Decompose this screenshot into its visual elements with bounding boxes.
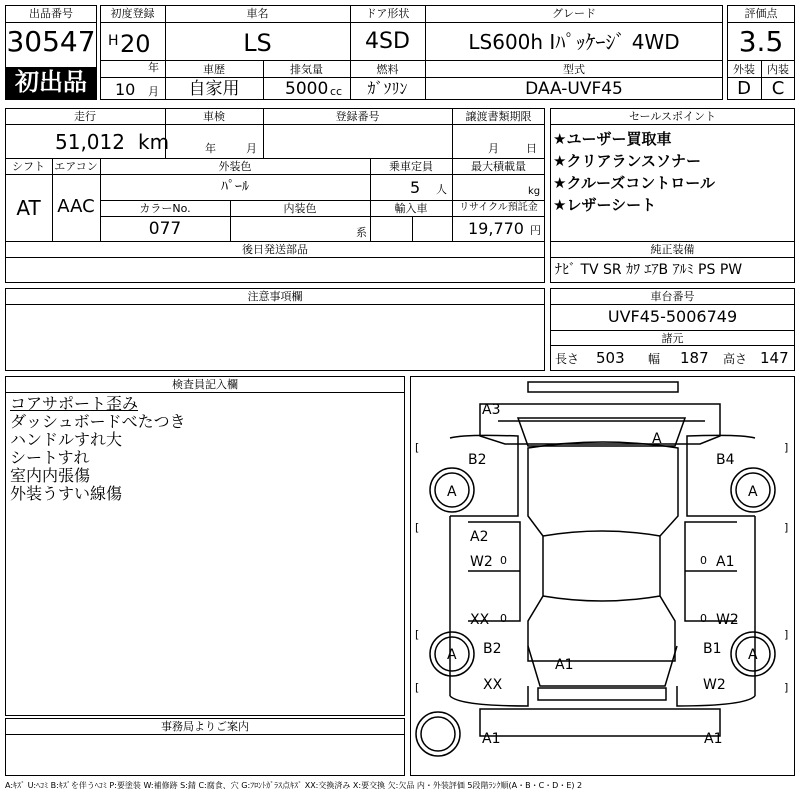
svg-text:]: ]	[784, 521, 789, 534]
width-label: 幅	[648, 352, 661, 366]
mark-a1-bottom-left: A1	[482, 731, 501, 747]
mark-a2-door: A2	[470, 529, 489, 545]
mark-xx-rear: XX	[483, 677, 503, 693]
sales-point-2: ★クリアランスソナー	[553, 152, 701, 170]
mark-a1-right: A1	[716, 554, 735, 570]
inspector-line-4: シートすれ	[10, 448, 90, 467]
svg-text:[: [	[415, 521, 420, 534]
inspector-line-6: 外装うすい線傷	[10, 484, 123, 503]
mark-wheel-rr: A	[748, 647, 758, 663]
load-label: 最大積載量	[471, 160, 526, 173]
mark-zero-r2: 0	[700, 612, 707, 625]
chassis-label: 車台番号	[650, 290, 695, 303]
equipment: ﾅﾋﾞ TV SR ｶﾜ ｴｱB ｱﾙﾐ PS PW	[555, 262, 743, 278]
intcolor-label: 内装色	[283, 202, 317, 215]
sales-point-4: ★レザーシート	[553, 196, 657, 214]
mark-zero-l1: 0	[500, 554, 507, 567]
mark-a1-trunk: A1	[555, 657, 574, 673]
mark-b2-left: B2	[468, 452, 487, 468]
mark-b2-rear: B2	[483, 641, 502, 657]
mark-xx-left: XX	[470, 612, 490, 628]
displacement: 5000	[285, 79, 329, 99]
mark-b4-right: B4	[716, 452, 735, 468]
transfer-month: 月	[488, 142, 499, 155]
first-reg-label: 初度登録	[110, 7, 155, 20]
sales-points-label: セールスポイント	[628, 110, 716, 123]
recycle-unit: 円	[530, 224, 541, 237]
height-label: 高さ	[723, 352, 748, 366]
svg-text:[: [	[415, 628, 420, 641]
shift: AT	[16, 196, 41, 220]
history-label: 車歴	[203, 63, 225, 76]
dims-label: 諸元	[661, 332, 684, 345]
ac: AAC	[57, 196, 95, 217]
length: 503	[596, 349, 625, 367]
colorno: 077	[148, 219, 182, 239]
mark-a3: A3	[482, 402, 501, 418]
car-name-label: 車名	[246, 7, 269, 20]
intcolor-unit: 系	[356, 226, 367, 239]
mark-zero-l2: 0	[500, 612, 507, 625]
month-unit: 月	[148, 85, 159, 98]
svg-text:]: ]	[784, 628, 789, 641]
inspector-line-2: ダッシュボードべたつき	[10, 412, 186, 431]
inspector-line-1: コアサポート歪み	[10, 394, 139, 413]
mileage: 51,012	[55, 130, 125, 154]
inspector-line-3: ハンドルすれ大	[10, 430, 123, 449]
inspector-label: 検査員記入欄	[172, 378, 238, 391]
later-parts-label: 後日発送部品	[242, 243, 308, 256]
chassis-number: UVF45-5006749	[607, 307, 738, 326]
score-label: 評価点	[744, 7, 778, 20]
mark-w2-right: W2	[716, 612, 739, 628]
mark-windshield: A	[652, 431, 662, 447]
notes-label: 注意事項欄	[247, 290, 303, 303]
mileage-label: 走行	[74, 110, 96, 123]
interior-label: 内装	[767, 63, 789, 76]
length-label: 長さ	[555, 352, 580, 366]
sales-point-1: ★ユーザー買取車	[553, 130, 672, 148]
mark-b1-rear: B1	[703, 641, 722, 657]
legend: A:ｷｽﾞ U:ﾍｺﾐ B:ｷｽﾞを伴うﾍｺﾐ P:要塗装 W:補修跡 S:錆 C:腐食、穴 G:ﾌﾛﾝﾄｶﾞﾗｽ点ｷｽﾞ XX:交換済み X:要交換 欠:欠品 内・外装評価 5段階ﾗﾝｸ順(A・B・C・D・E) 2	[5, 781, 583, 790]
mark-a1-bottom-right: A1	[704, 731, 723, 747]
mark-wheel-fr: A	[748, 484, 758, 500]
recycle: 19,770	[468, 219, 524, 238]
transfer-day: 日	[526, 142, 537, 155]
svg-text:]: ]	[784, 441, 789, 454]
exterior-grade: D	[737, 78, 751, 99]
score: 3.5	[738, 25, 784, 58]
color-label: 外装色	[218, 160, 252, 173]
mileage-unit: km	[138, 130, 170, 154]
svg-text:[: [	[415, 681, 420, 694]
model-label: 型式	[563, 63, 585, 76]
import-label: 輸入車	[394, 202, 428, 215]
displacement-label: 排気量	[290, 63, 323, 76]
colorno-label: カラーNo.	[139, 202, 191, 215]
height: 147	[760, 349, 789, 367]
car-name: LS	[243, 29, 272, 57]
load-unit: kg	[528, 186, 541, 197]
grade: LS600h Iﾊﾟｯｹｰｼﾞ 4WD	[468, 30, 680, 54]
inspector-line-5: 室内内張傷	[10, 466, 91, 485]
mark-w2-left: W2	[470, 554, 493, 570]
door-label: ドア形状	[365, 7, 410, 20]
sales-point-3: ★クルーズコントロール	[553, 174, 715, 192]
inspection-label: 車検	[203, 110, 225, 123]
lot-number-label: 出品番号	[29, 7, 73, 20]
width: 187	[680, 349, 709, 367]
interior-grade: C	[771, 78, 785, 99]
svg-text:]: ]	[784, 681, 789, 694]
car-damage-diagram	[410, 376, 795, 776]
door-type: 4SD	[365, 29, 410, 54]
svg-text:[: [	[415, 441, 420, 454]
mark-wheel-rl: A	[447, 647, 457, 663]
mark-zero-r1: 0	[700, 554, 707, 567]
model: DAA-UVF45	[525, 79, 623, 99]
capacity: 5	[410, 178, 421, 197]
grade-label: グレード	[552, 7, 596, 20]
capacity-label: 乗車定員	[389, 160, 433, 173]
year-unit: 年	[148, 61, 159, 74]
inspection-month-unit: 月	[246, 142, 257, 155]
mark-wheel-fl: A	[447, 484, 457, 500]
first-reg-month: 10	[115, 80, 136, 99]
inspection-year-unit: 年	[205, 142, 216, 155]
exterior-label: 外装	[733, 63, 755, 76]
capacity-unit: 人	[436, 183, 447, 196]
mark-w2-rear: W2	[703, 677, 726, 693]
lot-number: 30547	[6, 25, 96, 58]
transfer-label: 譲渡書類期限	[465, 110, 532, 123]
era: H	[108, 33, 119, 49]
history: 自家用	[188, 79, 240, 99]
office-label: 事務局よりご案内	[161, 720, 249, 733]
color: ﾊﾟｰﾙ	[221, 179, 249, 195]
fuel-label: 燃料	[376, 63, 399, 76]
shift-label: シフト	[12, 160, 45, 173]
first-reg-year: 20	[120, 30, 151, 58]
first-listing-text: 初出品	[15, 68, 87, 96]
displacement-unit: cc	[330, 85, 343, 98]
equipment-label: 純正装備	[650, 243, 695, 256]
recycle-label: リサイクル預託金	[459, 202, 538, 213]
fuel: ｶﾞｿﾘﾝ	[367, 79, 408, 98]
regno-label: 登録番号	[335, 110, 380, 123]
ac-label: エアコン	[54, 160, 98, 173]
